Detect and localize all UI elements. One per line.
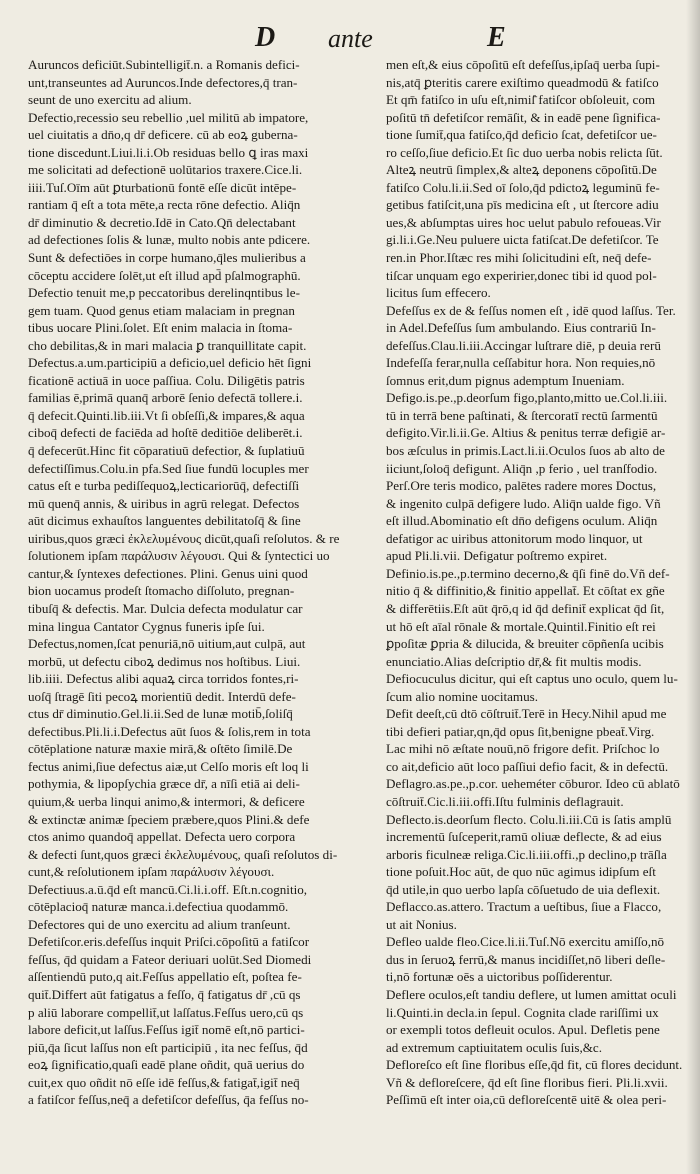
text-line: defigito.Vir.li.ii.Ge. Altius & penitus terræ defigiē ar- — [386, 425, 666, 441]
text-line: tibuſq̄ & defectis. Mar. Dulcia defecta modulatur car — [28, 600, 303, 616]
text-line: licitus ſum effecero. — [386, 285, 491, 301]
text-line: Defectus,nomen,ſcat penuriā,nō uitium,aut culpā, aut — [28, 636, 306, 652]
text-line: bos æſculus in primis.Lact.li.ii.Oculos ſuos ab alto de — [386, 443, 665, 459]
text-line: tione discedunt.Liui.li.i.Ob residuas bello ꝗ iras maxi — [28, 144, 309, 160]
text-line: quium,& uerba linqui animo,& intermori, & deficere — [28, 793, 305, 809]
text-line: Defiocuculus dicitur, qui eſt captus uno oculo, quem lu- — [386, 671, 678, 687]
text-line: cōceptu accidere ſolēt,ut eſt illud apd̄ pſalmographū. — [28, 267, 301, 283]
text-line: cōſtruit̄.Cic.li.iii.offi.Iſtu fulminis deflagrauit. — [386, 793, 624, 809]
text-line: feſſus, q̄d quidam a Fateor deriuari uolūt.Sed Diomedi — [28, 951, 312, 967]
text-line: Deflacco.as.attero. Tractum a ueſtibus, ſiue a Flacco, — [386, 899, 662, 915]
text-line: Defeſſus ex de & feſſus nomen eſt , idē quod laſſus. Ter. — [386, 302, 676, 318]
text-line: ꝑpoſitæ ꝑpria & dilucida, & breuiter cōpñenſa ucibis — [386, 636, 664, 652]
text-line: ad defectiones ſolis & lunæ, multo nobis ante pdicere. — [28, 232, 311, 248]
text-line: poſitū tn̄ defetiſcor remāſit, & in eadē pene ſignifica- — [386, 109, 661, 125]
text-line: ti,nō fortunæ oēs a uictoribus poſſiderentur. — [386, 969, 613, 985]
text-line: ctos animo quandoq̄ appellat. Defecta uero corpora — [28, 829, 296, 845]
right-text-column — [386, 56, 698, 1109]
text-line: unt,transeuntes ad Auruncos.Inde defectores,q̄ tran- — [28, 74, 298, 90]
text-line: Deflecto.is.deorſum flecto. Colu.li.iii.Cū is ſatis amplū — [386, 811, 672, 827]
text-line: bion uocamus prodeſt ſtomacho diſſoluto, pregnan- — [28, 583, 295, 599]
text-line: dr̄ diminutio & decretio.Idē in Cato.Qn̄ delectabant — [28, 214, 296, 230]
text-line: ues,& abſumptas uires hoc uelut pabulo refoueas.Vir — [386, 214, 661, 230]
text-line: Defectiuus.a.ū.q̄d eſt mancū.Ci.li.i.off. Eſt.n.cognitio, — [28, 881, 308, 897]
text-line: Definio.is.pe.,p.termino decerno,& q̄ſi finē do.Vñ def- — [386, 565, 670, 581]
text-line: Deflagro.as.pe.,p.cor. ueheméter cōburor. Ideo cū ablatō — [386, 776, 680, 792]
text-line: defatigor ac uiribus attonitorum modo linquor, ut — [386, 530, 643, 546]
text-line: Defectores qui de uno exercitu ad alium tranſeunt. — [28, 916, 291, 932]
text-line: & differētiis.Eſt aūt q̄rō,q id q̄d definit̄ explicat q̄d ſit, — [386, 600, 665, 616]
text-line: rantiam q̄ eſt a tota mēte,a recta rōne defectio. Aliq̄n — [28, 197, 301, 213]
text-line: Defectio,recessio seu rebellio ,uel militū ab impatore, — [28, 109, 309, 125]
header-left-letter: D — [255, 22, 276, 53]
text-line: p aliū laborare compellit̄,ut laſſatus.Feſſus uero,cū qs — [28, 1004, 304, 1020]
text-line: gem tuam. Quod genus etiam malaciam in pregnan — [28, 302, 295, 318]
text-line: ro ceſſo,ſiue deficio.Et ſic duo uerba nobis relicta ſūt. — [386, 144, 663, 160]
text-line: ctus dr̄ diminutio.Gel.li.ii.Sed de lunæ motib̄,ſoliſq̄ — [28, 706, 293, 722]
text-line: & ingenito culpā defigere ludo. Aliq̄n ualde figo. Vñ — [386, 495, 661, 511]
text-line: Perſ.Ore teris modico, palētes radere mores Doctus, — [386, 478, 657, 494]
text-line: cho debilitas,& in mari malacia ꝑ tranquillitate capit. — [28, 337, 307, 353]
text-line: ciboq̄ defecti de faciēda ad hoſtē deditiōe deliberēt.i. — [28, 425, 303, 441]
text-line: Auruncos deficiūt.Subintelligit̄.n. a Romanis defici- — [28, 57, 300, 72]
text-line: getibus fatiſcit,una pīs medicina eſt , ut ſtercore adiu — [386, 197, 659, 213]
text-line: defectiſſimus.Colu.in pfa.Sed ſiue fundū locuples mer — [28, 460, 309, 476]
text-line: uel ciuitatis a dn̄o,q dr̄ deficere. cū ab eoꝝ guberna- — [28, 127, 298, 143]
text-line: uiribus,quos græci ἐκλελυμένους dicūt,quaſi reſolutos. & re — [28, 530, 340, 546]
text-line: ſcum alio nomine uocitamus. — [386, 688, 539, 704]
text-line: iiciunt,ſoloq̄ defigunt. Aliq̄n ,p ferio , uel tranſfodio. — [386, 460, 658, 476]
text-line: ut ait Nonius. — [386, 916, 457, 932]
text-line: morbū, ut defectu ciboꝝ dedimus nos hoſtibus. Liui. — [28, 653, 301, 669]
text-line: ren.in Phor.Iſtæc res mihi ſolicitudini eſt, neq̄ defe- — [386, 250, 652, 266]
text-line: tibus uocare Plini.ſolet. Eſt enim malacia in ſtoma- — [28, 320, 293, 336]
page-header — [0, 18, 700, 58]
page-edge-shadow — [686, 0, 700, 1174]
text-line: uoſq̄ ſtragē ſiti pecoꝝ morientiū dedit. Interdū defe- — [28, 688, 296, 704]
text-line: Alteꝝ neutrū ſimplex,& alteꝝ deponens cōpoſitū.De — [386, 162, 657, 178]
text-line: q̄ defecerūt.Hinc fit cōparatiuū defectior, & ſuplatiuū — [28, 443, 305, 459]
text-line: Defit deeſt,cū dtō cōſtruit̄.Terē in Hecy.Nihil apud me — [386, 706, 667, 722]
text-line: enunciatio.Alias deſcriptio dr̄,& fit multis modis. — [386, 653, 642, 669]
text-line: tione poſuit.Hoc aūt, de quo nūc agimus idipſum eſt — [386, 864, 656, 880]
text-line: & extinctæ animæ ſpeciem præbere,quos Plini.& defe — [28, 811, 310, 827]
text-line: apud Pli.li.vii. Defigatur poſtremo expiret. — [386, 548, 608, 564]
text-line: fatiſco Colu.li.ii.Sed oī ſolo,q̄d pdictoꝝ leguminū fe- — [386, 179, 660, 195]
text-line: ſolutionem ipſam παράλυσιν λέγουσι. Qui & ſyntectici uo — [28, 548, 330, 564]
text-line: Defloreſco eſt ſine floribus eſſe,q̄d fit, cū flores decidunt. — [386, 1057, 683, 1073]
text-line: iiii.Tuſ.Oīm aūt ꝑturbationū fontē eſſe dicūt intēpe- — [28, 179, 297, 195]
text-line: & defecti ſunt,quos græci ἐκλελυμένους, quaſi reſolutos di- — [28, 846, 338, 862]
text-line: q̄d utile,in quo uerbo lapſa cōſuetudo de uia deflexit. — [386, 881, 661, 897]
text-line: Defigo.is.pe.,p.deorſum figo,planto,mitto ue.Col.li.iii. — [386, 390, 668, 406]
text-line: cunt,& reſolutionem ipſam παράλυσιν λέγουσι. — [28, 864, 275, 880]
text-line: Et qm̄ fatiſco in uſu eſt,nimiſ̄ fatiſcor obſoleuit, com — [386, 92, 656, 108]
text-line: ut hō eſt aīal rōnale & mortale.Quintil.Finitio eſt rei — [386, 618, 656, 634]
text-line: aſſentiendū puto,q ait.Feſſus appellatio eſt, poſtea fe- — [28, 969, 302, 985]
text-line: tiſcar unquam ego experirier,donec tibi id quod pol- — [386, 267, 657, 283]
text-line: arboris ficulneæ religa.Cic.li.iii.offi.,p declino,p trāſla — [386, 846, 667, 862]
text-line: nitio q̄ & diffinitio,& finitio appellat̄. Et cōſtat ex gñe — [386, 583, 665, 599]
text-line: tione ſumit̄,qua fatiſco,q̄d deficio ſcat, defetiſcor ue- — [386, 127, 657, 143]
text-line: cantur,& ſyntexes defectiones. Plini. Genus uini quod — [28, 565, 308, 581]
text-line: defeſſus.Clau.li.iii.Accingar luſtrare diē, p deuia rerū — [386, 337, 661, 353]
text-line: Defetiſcor.eris.defeſſus inquit Priſci.cōpoſitū a fatiſcor — [28, 934, 310, 950]
text-line: Deflere oculos,eſt tandiu deflere, ut lumen amittat oculi — [386, 986, 677, 1002]
text-line: Defleo ualde fleo.Cice.li.ii.Tuſ.Nō exercitu amiſſo,nō — [386, 934, 665, 950]
text-line: Sunt & defectiōes in corpe humano,q̄les mulieribus a — [28, 250, 306, 266]
text-line: fectus animi,ſiue defectus aiæ,ut Celſo moris eſt loq li — [28, 758, 309, 774]
text-line: Vñ & defloreſcere, q̄d eſt ſine floribus fieri. Pli.li.xvii. — [386, 1074, 668, 1090]
header-right-letter: E — [487, 22, 506, 53]
text-line: ſomnus erit,dum pignus ademptum Inueniam. — [386, 372, 625, 388]
text-line: q̄ defecit.Quinti.lib.iii.Vt ſi obſeſſi,& impares,& aqua — [28, 407, 305, 423]
text-line: incrementū ſuſceperit,ramū oliuæ deflecte, & ad eius — [386, 829, 662, 845]
text-line: in Adel.Defeſſus ſum ambulando. Eius contrariū In- — [386, 320, 656, 336]
left-text-column — [28, 56, 378, 1109]
text-line: pothymia, & lipopſychia græce dr̄, a nīſi etiā ai deli- — [28, 776, 300, 792]
text-line: quit̄.Differt aūt fatigatus a feſſo, q̄ fatigatus dr̄ ,cū qs — [28, 986, 301, 1002]
text-line: li.Quinti.in decla.in ſepul. Cognita clade rariſſimi ux — [386, 1004, 659, 1020]
text-line: men eſt,& eius cōpoſitū eſt defeſſus,ipſaq̄ uerba ſupi- — [386, 57, 660, 72]
text-line: nis,atq̄ ꝑteritis carere exiſtimo queadmodū & fatiſco — [386, 74, 659, 90]
text-line: mina lingua Cantator Cygnus funeris ipſe ſui. — [28, 618, 265, 634]
text-line: dus in ſeruoꝝ ferrū,& manus incidiſſet,nō liberi deſle- — [386, 951, 666, 967]
text-line: aūt dicimus exhauſtos languentes debilitatoſq̄ & ſine — [28, 513, 301, 529]
text-line: a fatiſcor feſſus,neq̄ a defetiſcor defeſſus, q̄a feſſus no- — [28, 1092, 309, 1108]
text-line: or exempli totos defleuit oculos. Apul. Defletis pene — [386, 1022, 660, 1038]
text-line: Peſſimū eſt inter oia,cū defloreſcentē uitē & olea peri- — [386, 1092, 667, 1108]
text-line: cuit,ex quo oñdit nō eſſe idē feſſus,& fatigat̄,igit̄ neq̄ — [28, 1074, 300, 1090]
text-line: gi.li.i.Ge.Neu puluere uicta fatiſcat.De defetiſcor. Te — [386, 232, 659, 248]
text-line: piū,q̄a ſicut laſſus non eſt participiū , ita nec feſſus, q̄d — [28, 1039, 308, 1055]
text-line: me solicitati ad defectionē uolūtarios traxere.Cice.li. — [28, 162, 303, 178]
text-line: catus eſt e turba pediſſequoꝝ,lecticariorūq̄, defectiſſi — [28, 478, 300, 494]
text-line: seunt de uno exercitu ad alium. — [28, 92, 192, 108]
text-line: cōtēplatione naturæ maxie mirā,& oſtēto ſimilē.De — [28, 741, 293, 757]
text-line: labore deficit,ut laſſus.Feſſus igit̄ nomē eſt,nō partici- — [28, 1022, 305, 1038]
text-line: Lac mihi nō æſtate nouū,nō frigore defit. Priſchoc lo — [386, 741, 660, 757]
text-line: Defectio tenuit me,p peccatoribus derelinqntibus le- — [28, 285, 300, 301]
text-line: Indefeſſa ferar,nulla ceſſabitur hora. Non requies,nō — [386, 355, 656, 371]
text-line: eſt illud.Abominatio eſt dn̄o defigens oculum. Aliq̄n — [386, 513, 658, 529]
text-line: ficationē actiuā in uoce paſſiua. Colu. Diligētis patris — [28, 372, 305, 388]
text-line: Defectus.a.um.participiū a deficio,uel deficio hēt ſigni — [28, 355, 312, 371]
text-line: eoꝝ ſignificatio,quaſi eadē plane oñdit, quā uerius do — [28, 1057, 305, 1073]
header-word: ante — [328, 24, 373, 53]
text-line: tū in terrā bene paſtinati, & ſtercoratī rectū ſarmentū — [386, 407, 658, 423]
text-line: familias ē,primā quanq̄ arborē ſenio defectā tollere.i. — [28, 390, 303, 406]
text-line: co ait,deficio aūt loco paſſiui defio facit, & in defectū. — [386, 758, 669, 774]
text-line: lib.iiii. Defectus alibi aquaꝝ circa torridos fontes,ri- — [28, 671, 299, 687]
text-line: defectibus.Pli.li.i.Defectus aūt ſuos & ſolis,rem in tota — [28, 723, 311, 739]
text-line: tibi defieri patiar,qn,q̄d opus ſit,benigne pbeat̄.Virg. — [386, 723, 655, 739]
text-line: ad extremum captiuitatem oculis ſuis,&c. — [386, 1039, 602, 1055]
text-line: mū quenq̄ annis, & uiribus in agrū relegat. Defectos — [28, 495, 300, 511]
text-line: cōtēplacioq̄ naturæ manca.i.defectiua quodammō. — [28, 899, 289, 915]
